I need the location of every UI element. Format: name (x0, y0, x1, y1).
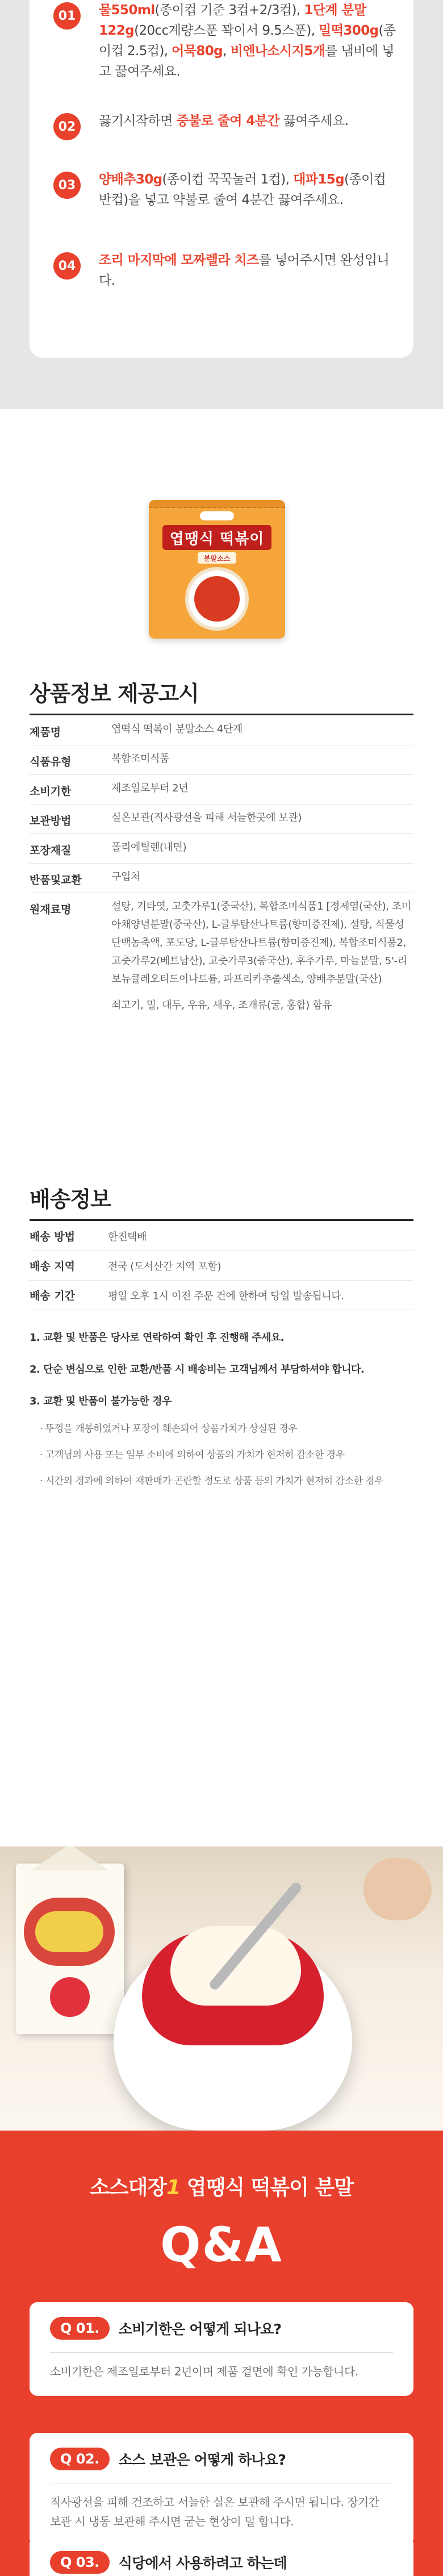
info-row-ingredients (30, 893, 413, 1045)
qa-brand-heading: 소스대장1 엽땡식 떡볶이 분말 (90, 2176, 353, 2199)
qa-item-2 (30, 2433, 413, 2546)
step-number: 04 (53, 252, 81, 280)
food-photo-banner (0, 1846, 443, 2131)
step-text-run: (20cc계량스푼 꽉이서 9.5스푼), (134, 23, 319, 38)
notice-item: 2. 단순 변심으로 인한 교환/반품 시 배송비는 고객님께서 부담하셔야 합니다. (30, 1364, 365, 1375)
info-row (30, 864, 413, 893)
notice-item: 3. 교환 및 반품이 불가능한 경우 (30, 1395, 172, 1407)
step-number: 02 (53, 113, 81, 140)
shipping-label: 배송 기간 (30, 1290, 76, 1302)
qa-answer: 소비기한은 제조일로부터 2년이며 제품 겉면에 확인 가능합니다. (50, 2365, 358, 2378)
qa-question: 소스 보관은 어떻게 하나요? (118, 2452, 286, 2468)
info-label: 반품및교환 (30, 874, 82, 886)
info-value: 구입처 (111, 871, 140, 883)
info-row (30, 805, 413, 834)
step-text-run: , (223, 44, 231, 59)
shipping-value: 전국 (도서산간 지역 포함) (108, 1260, 222, 1273)
brand-logo (200, 511, 234, 520)
notice-sub-item: · 시간의 경과에 의하여 재판매가 곤란할 정도로 상품 등의 가치가 현저히 감소한 경우 (40, 1475, 384, 1487)
step-text-run: 를 냄비에 넣고 끓여주세요. (99, 44, 394, 79)
step-text-run: 를 넣어주시면 완성입니다. (99, 253, 390, 288)
strawberry-icon (50, 1977, 90, 2017)
highlight-text: 양배추30g (99, 172, 162, 187)
info-label: 보관방법 (30, 815, 72, 827)
recipe-step-1 (53, 0, 396, 82)
package-title: 엽땡식 떡볶이 (162, 525, 271, 550)
step-number: 01 (53, 2, 81, 30)
step-text-run: (종이컵 2.5컵), (99, 23, 396, 59)
info-value: 엽떡식 떡볶이 분말소스 4단계 (111, 723, 243, 735)
qa-question: 소비기한은 어떻게 되나요? (118, 2321, 282, 2337)
qa-answer: 직사광선을 피해 건조하고 서늘한 실온 보관해 주시면 됩니다. 장기간 보관 시 냉동 보관해 주시면 굳는 현상이 덜 합니다. (50, 2495, 379, 2528)
shipping-row (30, 1251, 413, 1281)
qa-item-3 (30, 2536, 413, 2576)
info-label: 식품유형 (30, 756, 72, 768)
qa-section (0, 2131, 443, 2576)
step-text (99, 111, 348, 131)
step-text-run: (종이컵 꾹꾹눌러 1컵), (162, 172, 294, 187)
notice-item: 1. 교환 및 반품은 당사로 연락하여 확인 후 진행해 주세요. (30, 1332, 285, 1344)
step-number: 03 (53, 172, 81, 199)
qa-question: 식당에서 사용하려고 하는데 (118, 2555, 287, 2571)
info-value: 제조일로부터 2년 (111, 782, 189, 794)
notice-sub-item: · 고객님의 사용 또는 일부 소비에 의하여 상품의 가치가 현저히 감소한 경우 (40, 1449, 345, 1461)
recipe-step-2 (53, 111, 396, 140)
shipping-row (30, 1222, 413, 1251)
step-text-run: 끓여주세요. (279, 114, 349, 128)
shipping-label: 배송 방법 (30, 1231, 76, 1243)
info-label: 제품명 (30, 726, 61, 739)
highlight-text: 조리 마지막에 모짜렐라 치즈 (99, 253, 259, 268)
info-row (30, 775, 413, 805)
qa-badge: Q 01. (50, 2317, 110, 2340)
product-image-section (0, 409, 443, 676)
highlight-text: 1단계 분말122g (99, 3, 366, 38)
shipping-label: 배송 지역 (30, 1260, 76, 1273)
milk-carton-image (16, 1864, 124, 2034)
info-row (30, 834, 413, 864)
info-row (30, 716, 413, 745)
step-text (99, 0, 396, 82)
hand-image (363, 1858, 432, 1920)
step-text-run: 끓기시작하면 (99, 114, 177, 128)
product-package-image (149, 500, 285, 639)
product-info-section (0, 676, 443, 1017)
qa-item-1 (30, 2302, 413, 2396)
title-divider (30, 1219, 413, 1221)
package-subtitle: 분말소스 (198, 552, 236, 564)
package-bowl-illustration (185, 567, 249, 631)
highlight-text: 물550ml (99, 3, 155, 18)
qa-badge: Q 03. (50, 2551, 110, 2574)
info-value: 복합조미식품 (111, 753, 169, 765)
highlight-text: 어묵80g (172, 44, 223, 59)
highlight-text: 밀떡300g (319, 23, 379, 38)
info-value: 폴리에틸렌(내면) (111, 841, 187, 853)
step-text (99, 169, 396, 210)
info-value: 실온보관(직사광선을 피해 서늘한곳에 보관) (111, 812, 302, 824)
step-text (99, 250, 396, 291)
qa-title: Q&A (160, 2217, 283, 2273)
highlight-text: 대파15g (293, 172, 345, 187)
section-title: 배송정보 (30, 1187, 111, 1212)
notice-sub-item: · 뚜껑을 개봉하였거나 포장이 훼손되어 상품가치가 상실된 경우 (40, 1423, 298, 1435)
step-text-run: (종이컵 반컵)을 넣고 약불로 줄여 4분간 끓여주세요. (99, 172, 386, 207)
info-label: 포장재질 (30, 844, 72, 857)
info-label: 원재료명 (30, 903, 72, 916)
qa-divider (50, 2352, 393, 2353)
recipe-step-3 (53, 169, 396, 210)
recipe-step-4 (53, 250, 396, 291)
qa-badge: Q 02. (50, 2448, 110, 2470)
shipping-row (30, 1281, 413, 1310)
info-label: 소비기한 (30, 785, 72, 798)
shipping-value: 평일 오후 1시 이전 주문 건에 한하여 당일 발송됩니다. (108, 1290, 344, 1302)
highlight-text: 비엔나소시지5개 (230, 44, 325, 59)
shipping-value: 한진택배 (108, 1231, 147, 1243)
package-seal (149, 500, 285, 508)
highlight-text: 중불로 줄여 4분간 (176, 114, 279, 128)
allergen-text: 쇠고기, 밀, 대두, 우유, 새우, 조개류(굴, 홍합) 함유 (111, 999, 332, 1011)
recipe-card (30, 0, 413, 358)
ingredients-text: 설탕, 기타엿, 고춧가루1(중국산), 복합조미식품1 [정제염(국산), 조미아채양념분말(중국산), L-글루탐산나트륨(향미증진제), 설탕, 식물성단백농축액, 포도당, L-글루탐산나트륨(향미증진제), 복합조미식품2, 고춧가루2(베트남산), 고춧가루3(중국산), 후추가루, 마늘분말, 5'-리보뉴클레오티드이나트륨, 파프리카추출색소, 양배추분말(국산) (111, 901, 411, 985)
section-title: 상품정보 제공고시 (30, 681, 199, 706)
step-text-run: (종이컵 기준 3컵+2/3컵), (154, 3, 304, 18)
title-divider (30, 714, 413, 715)
recipe-section (0, 0, 443, 409)
info-value (98, 893, 413, 1045)
info-row (30, 745, 413, 775)
